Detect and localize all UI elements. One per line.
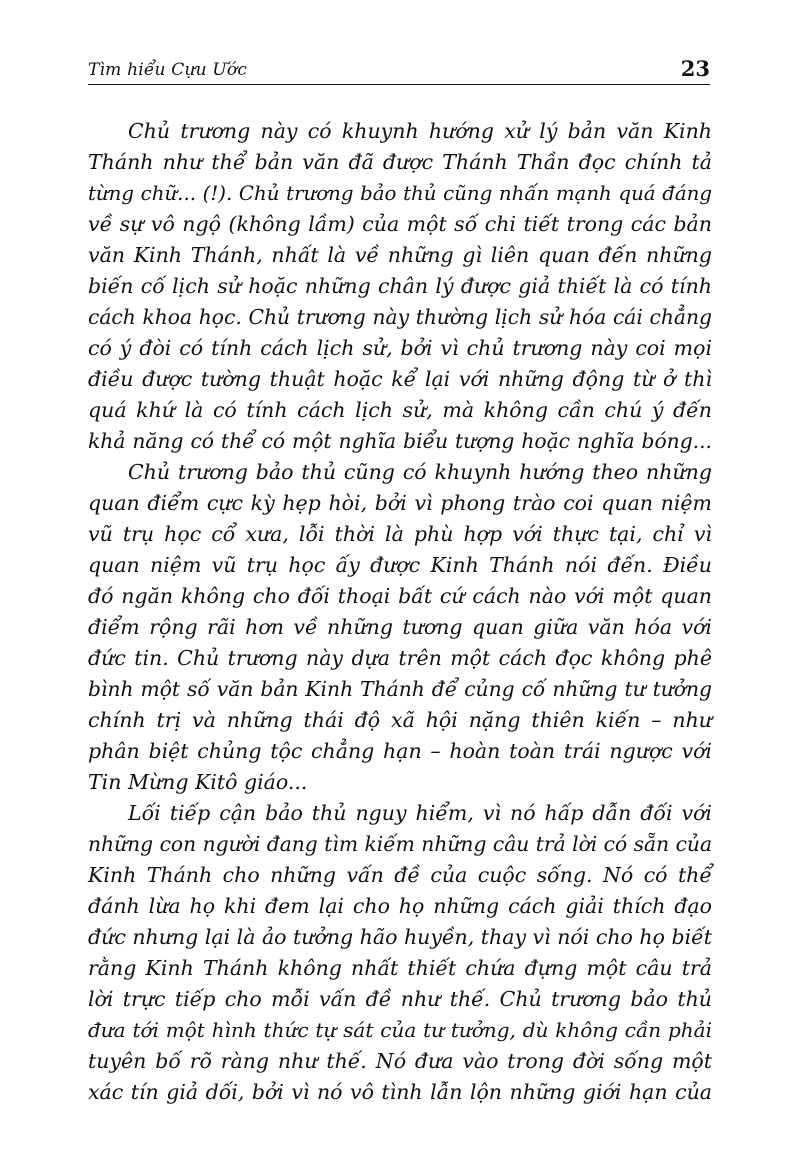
text-line: đánh lừa họ khi đem lại cho họ những cách giải thích đạo — [88, 894, 712, 918]
text-line: biến cố lịch sử hoặc những chân lý được giả thiết là có tính — [88, 274, 712, 298]
page-number: 23 — [680, 56, 710, 81]
text-line: Kinh Thánh cho những vấn đề của cuộc sống. Nó có thể — [88, 863, 712, 887]
paragraph-2 — [88, 457, 712, 798]
text-line: vũ trụ học cổ xưa, lỗi thời là phù hợp với thực tại, chỉ vì — [88, 522, 712, 546]
body-text — [88, 116, 712, 1108]
text-line: rằng Kinh Thánh không nhất thiết chứa đựng một câu trả — [88, 956, 712, 980]
text-line: đức nhưng lại là ảo tưởng hão huyền, thay vì nói cho họ biết — [88, 925, 712, 949]
text-line: cách khoa học. Chủ trương này thường lịch sử hóa cái chẳng — [88, 305, 712, 329]
text-line: Chủ trương bảo thủ cũng có khuynh hướng theo những — [128, 460, 712, 484]
text-line: về sự vô ngộ (không lầm) của một số chi tiết trong các bản — [88, 212, 712, 236]
header-rule — [88, 84, 710, 85]
text-line: phân biệt chủng tộc chẳng hạn – hoàn toàn trái ngược với — [88, 739, 712, 763]
text-line: đưa tới một hình thức tự sát của tư tưởng, dù không cần phải — [88, 1018, 712, 1042]
text-line: đức tin. Chủ trương này dựa trên một cách đọc không phê — [88, 646, 712, 670]
text-line: văn Kinh Thánh, nhất là về những gì liên quan đến những — [88, 243, 712, 267]
text-line: điều được tường thuật hoặc kể lại với những động từ ở thì — [88, 367, 712, 391]
text-line: quan điểm cực kỳ hẹp hòi, bởi vì phong trào coi quan niệm — [88, 491, 712, 515]
text-line: khả năng có thể có một nghĩa biểu tượng hoặc nghĩa bóng... — [88, 429, 712, 453]
text-line: bình một số văn bản Kinh Thánh để củng cố những tư tưởng — [88, 677, 712, 701]
running-header — [88, 52, 710, 88]
text-line: lời trực tiếp cho mỗi vấn đề như thế. Chủ trương bảo thủ — [88, 987, 712, 1011]
text-line: Thánh như thể bản văn đã được Thánh Thần đọc chính tả — [88, 150, 712, 174]
running-title: Tìm hiểu Cựu Ước — [88, 60, 248, 80]
text-line: Lối tiếp cận bảo thủ nguy hiểm, vì nó hấp dẫn đối với — [128, 801, 712, 825]
text-line: điểm rộng rãi hơn về những tương quan giữa văn hóa với — [88, 615, 712, 639]
paragraph-3 — [88, 798, 712, 1108]
text-line: chính trị và những thái độ xã hội nặng thiên kiến – như — [88, 708, 712, 732]
text-line: đó ngăn không cho đối thoại bất cứ cách nào với một quan — [88, 584, 712, 608]
text-line: xác tín giả dối, bởi vì nó vô tình lẫn lộn những giới hạn của — [88, 1080, 712, 1104]
text-line: Tin Mừng Kitô giáo... — [88, 770, 308, 794]
text-line: quan niệm vũ trụ học ấy được Kinh Thánh nói đến. Điều — [88, 553, 712, 577]
text-line: Chủ trương này có khuynh hướng xử lý bản văn Kinh — [128, 119, 712, 143]
text-line: quá khứ là có tính cách lịch sử, mà không cần chú ý đến — [88, 398, 712, 422]
text-line: từng chữ... (!). Chủ trương bảo thủ cũng nhấn mạnh quá đáng — [88, 182, 712, 205]
text-line: những con người đang tìm kiếm những câu trả lời có sẵn của — [88, 832, 713, 856]
text-line: tuyên bố rõ ràng như thế. Nó đưa vào trong đời sống một — [88, 1049, 712, 1073]
paragraph-1 — [88, 116, 712, 457]
text-line: có ý đòi có tính cách lịch sử, bởi vì chủ trương này coi mọi — [88, 336, 712, 360]
